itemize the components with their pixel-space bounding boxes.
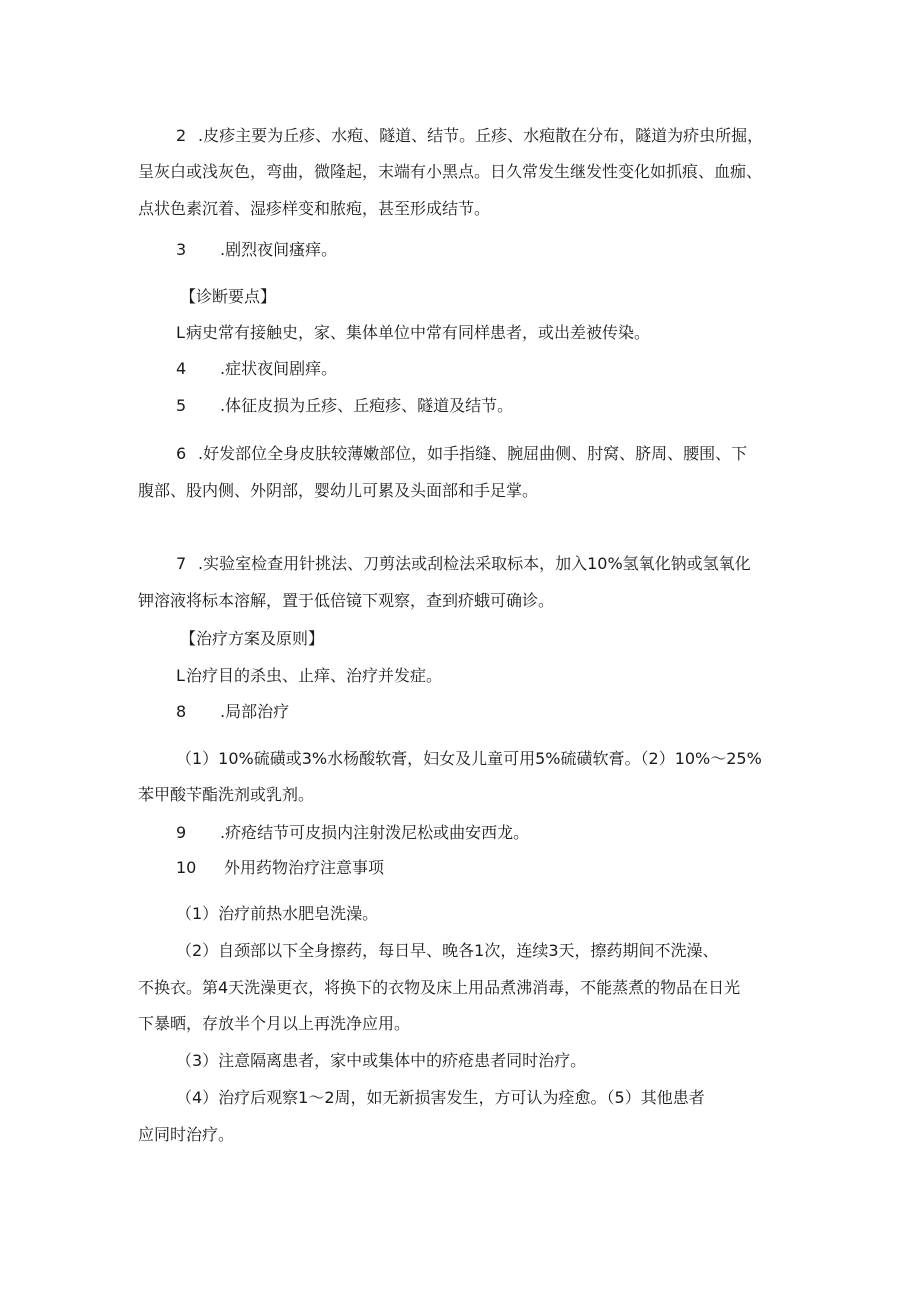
item-text: 外用药物治疗注意事项: [224, 858, 385, 877]
treat-item-8-sub-line-2: 苯甲酸苄酯洗剂或乳剂。: [138, 785, 315, 804]
item-number: 8: [176, 702, 187, 721]
note-2-line-2: 不换衣。第4天洗澡更衣，将换下的衣物及床上用品煮沸消毒，不能蒸煮的物品在日光: [138, 978, 741, 997]
treat-item-8-sub-line-1: （1）10%硫磺或3%水杨酸软膏，妇女及儿童可用5%硫磺软膏。（2）10%～25%: [176, 749, 762, 768]
item-2-line-1: [176, 125, 763, 147]
item-3: [176, 239, 337, 261]
item-text: .皮疹主要为丘疹、水疱、隧道、结节。丘疹、水疱散在分布，隧道为疥虫所掘，: [198, 126, 764, 145]
diag-item-6-line-1: [176, 443, 747, 465]
note-1: （1）治疗前热水肥皂洗澡。: [176, 904, 379, 923]
treat-item-1: [176, 665, 442, 687]
item-number: 9: [176, 823, 187, 842]
treat-item-8: [176, 701, 289, 723]
diag-item-6-line-2: 腹部、股内侧、外阴部，婴幼儿可累及头面部和手足掌。: [138, 481, 539, 500]
item-text: .症状夜间剧痒。: [220, 359, 338, 378]
note-3: （3）注意隔离患者，家中或集体中的疥疮患者同时治疗。: [176, 1051, 587, 1070]
item-text: .实验室检查用针挑法、刀剪法或刮检法采取标本，加入10%氢氧化钠或氢氧化: [198, 554, 751, 573]
item-text: .局部治疗: [220, 702, 290, 721]
item-number: L: [176, 666, 185, 685]
item-number: 4: [176, 359, 187, 378]
note-4-line-1: （4）治疗后观察1～2周，如无新损害发生，方可认为痊愈。（5）其他患者: [176, 1088, 705, 1107]
item-number: 2: [176, 126, 187, 145]
diag-item-1: [176, 322, 650, 344]
item-2-line-3: 点状色素沉着、湿疹样变和脓疱，甚至形成结节。: [138, 199, 491, 218]
item-text: .好发部位全身皮肤较薄嫩部位，如手指缝、腕屈曲侧、肘窝、脐周、腰围、下: [198, 444, 748, 463]
item-number: 7: [176, 554, 187, 573]
item-text: 治疗目的杀虫、止痒、治疗并发症。: [186, 666, 443, 685]
item-number: 10: [176, 858, 197, 877]
item-text: .体征皮损为丘疹、丘疱疹、隧道及结节。: [220, 396, 514, 415]
item-2-line-2: 呈灰白或浅灰色，弯曲，微隆起，末端有小黑点。日久常发生继发性变化如抓痕、血痂、: [138, 162, 763, 181]
item-number: 5: [176, 396, 187, 415]
treat-item-10: [176, 857, 384, 879]
note-4-line-2: 应同时治疗。: [138, 1125, 235, 1144]
item-number: L: [176, 323, 185, 342]
section-heading-treatment: 【治疗方案及原则】: [180, 629, 325, 648]
item-number: 3: [176, 240, 187, 259]
note-2-line-1: （2）自颈部以下全身擦药，每日早、晚各1次，连续3天，擦药期间不洗澡、: [176, 941, 719, 960]
diag-item-7-line-2: 钾溶液将标本溶解，置于低倍镜下观察，查到疥蛾可确诊。: [138, 591, 555, 610]
item-text: .疥疮结节可皮损内注射泼尼松或曲安西龙。: [220, 823, 530, 842]
diag-item-4: [176, 358, 337, 380]
diag-item-5: [176, 395, 513, 417]
item-number: 6: [176, 444, 187, 463]
section-heading-diagnosis: 【诊断要点】: [180, 287, 277, 306]
treat-item-9: [176, 822, 529, 844]
diag-item-7-line-1: [176, 553, 751, 575]
item-text: .剧烈夜间瘙痒。: [220, 240, 338, 259]
item-text: 病史常有接触史，家、集体单位中常有同样患者，或出差被传染。: [186, 323, 651, 342]
note-2-line-3: 下暴晒，存放半个月以上再洗净应用。: [138, 1014, 411, 1033]
